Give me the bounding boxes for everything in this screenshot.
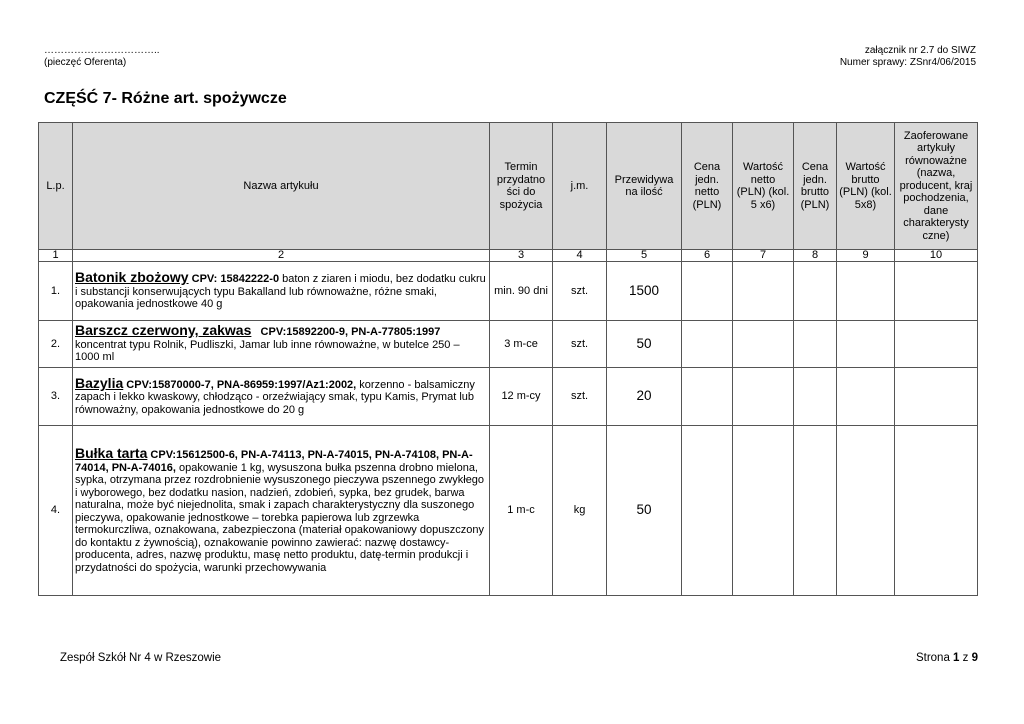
row-description	[73, 426, 490, 596]
header-offered: Zaoferowane artykuły równoważne (nazwa, producent, kraj pochodzenia, dane charakterysty czne)	[895, 123, 978, 250]
page-total: 9	[971, 652, 978, 664]
row-lp: 4.	[39, 426, 73, 596]
stamp-label: (pieczęć Oferenta)	[44, 57, 127, 68]
row-expiry: 1 m-c	[490, 426, 553, 596]
row-description	[73, 368, 490, 426]
header-name: Nazwa artykułu	[73, 123, 490, 250]
header-unit: j.m.	[553, 123, 607, 250]
row-qty: 50	[607, 321, 682, 368]
case-number: Numer sprawy: ZSnr4/06/2015	[839, 57, 976, 68]
product-details: koncentrat typu Rolnik, Pudliszki, Jamar lub inne równoważne, w butelce 250 – 1000 ml	[75, 338, 460, 364]
column-number: 6	[682, 250, 733, 262]
table-row	[39, 368, 978, 426]
header-gross-value: Wartość brutto (PLN) (kol. 5x8)	[837, 123, 895, 250]
row-gross-price-cell[interactable]	[794, 426, 837, 596]
page-separator: z	[959, 652, 972, 664]
product-cpv: CPV: 15842222-0	[188, 273, 280, 286]
page-current: 1	[953, 652, 960, 664]
row-description	[73, 262, 490, 321]
column-number: 4	[553, 250, 607, 262]
attachment-label: załącznik nr 2.7 do SIWZ	[864, 45, 976, 56]
stamp-dots: ……………………………..	[44, 45, 160, 56]
column-number: 3	[490, 250, 553, 262]
footer-page-number	[916, 652, 978, 664]
column-number: 1	[39, 250, 73, 262]
table-row	[39, 426, 978, 596]
footer-school: Zespół Szkół Nr 4 w Rzeszowie	[60, 652, 222, 664]
row-net-value-cell[interactable]	[733, 321, 794, 368]
row-lp: 2.	[39, 321, 73, 368]
header-qty: Przewidywa na ilość	[607, 123, 682, 250]
row-offered-cell[interactable]	[895, 426, 978, 596]
header-net-price: Cena jedn. netto (PLN)	[682, 123, 733, 250]
row-gross-value-cell[interactable]	[837, 262, 895, 321]
product-details: korzenno - balsamiczny zapach i lekko kwaskowy, chłodząco - orzeźwiający smak, typu Kamis, Prymat lub równoważny, opakowania jednostkowe do 20 g	[75, 378, 475, 416]
products-table	[38, 122, 978, 596]
product-name: Barszcz czerwony, zakwas	[75, 322, 252, 339]
row-qty: 20	[607, 368, 682, 426]
row-net-price-cell[interactable]	[682, 321, 733, 368]
document-reference	[840, 45, 976, 69]
row-expiry: 12 m-cy	[490, 368, 553, 426]
column-number-row	[39, 250, 978, 262]
row-net-price-cell[interactable]	[682, 368, 733, 426]
oferent-stamp-block	[44, 45, 160, 69]
row-lp: 1.	[39, 262, 73, 321]
page-title: CZĘŚĆ 7- Różne art. spożywcze	[44, 90, 287, 107]
row-net-price-cell[interactable]	[682, 262, 733, 321]
row-unit: szt.	[553, 321, 607, 368]
product-name: Bazylia	[75, 374, 124, 391]
row-expiry: min. 90 dni	[490, 262, 553, 321]
row-unit: szt.	[553, 262, 607, 321]
header-gross-price: Cena jedn. brutto (PLN)	[794, 123, 837, 250]
header-net-value: Wartość netto (PLN) (kol. 5 x6)	[733, 123, 794, 250]
row-gross-value-cell[interactable]	[837, 321, 895, 368]
row-qty: 50	[607, 426, 682, 596]
row-qty: 1500	[607, 262, 682, 321]
row-gross-value-cell[interactable]	[837, 426, 895, 596]
row-gross-price-cell[interactable]	[794, 368, 837, 426]
row-gross-price-cell[interactable]	[794, 321, 837, 368]
column-number: 9	[837, 250, 895, 262]
column-number: 2	[73, 250, 490, 262]
row-net-price-cell[interactable]	[682, 426, 733, 596]
product-cpv: CPV:15892200-9, PN-A-77805:1997	[251, 326, 441, 339]
row-offered-cell[interactable]	[895, 368, 978, 426]
page-prefix: Strona	[915, 652, 954, 664]
product-name: Bułka tarta	[75, 445, 148, 461]
row-unit: kg	[553, 426, 607, 596]
row-gross-value-cell[interactable]	[837, 368, 895, 426]
row-net-value-cell[interactable]	[733, 426, 794, 596]
product-name: Batonik zbożowy	[75, 269, 189, 286]
row-lp: 3.	[39, 368, 73, 426]
row-gross-price-cell[interactable]	[794, 262, 837, 321]
product-details: opakowanie 1 kg, wysuszona bułka pszenna drobno mielona, sypka, otrzymana przez rozdrobnienie wysuszonego pieczywa pszennego zwykłego i wyborowego, bez dodatku nasion, nadzień, zdobień, sypka, bez grudek, barwa naturalna, może być niejednolita, smak i zapach charakterystyczny dla suszonego pieczywa, opakowanie jednostkowe – torebka papierowa lub zgrzewka termokurczliwa, oznakowana, zabezpieczona (materiał opakowaniowy dopuszczony do kontaktu z żywnością), oznakowanie powinno zawierać: nazwę dostawcy-producenta, adres, nazwę produktu, masę netto produktu, datę-termin produkcji i przydatności do spożycia, warunki przechowywania	[75, 461, 485, 574]
row-unit: szt.	[553, 368, 607, 426]
product-details: baton z ziaren i miodu, bez dodatku cukru i substancji konserwujących typu Bakalland lub równoważne, różne smaki, opakowania jednostkowe 40 g	[75, 273, 486, 311]
table-row	[39, 262, 978, 321]
product-cpv: CPV:15612500-6, PN-A-74113, PN-A-74015, PN-A-74108, PN-A-74014, PN-A-74016,	[75, 449, 473, 474]
row-description	[73, 321, 490, 368]
product-cpv: CPV:15870000-7, PNA-86959:1997/Az1:2002,	[123, 378, 357, 391]
column-number: 7	[733, 250, 794, 262]
header-lp: L.p.	[39, 123, 73, 250]
header-expiry: Termin przydatno ści do spożycia	[490, 123, 553, 250]
row-offered-cell[interactable]	[895, 262, 978, 321]
row-net-value-cell[interactable]	[733, 262, 794, 321]
row-net-value-cell[interactable]	[733, 368, 794, 426]
column-number: 10	[895, 250, 978, 262]
row-expiry: 3 m-ce	[490, 321, 553, 368]
row-offered-cell[interactable]	[895, 321, 978, 368]
column-number: 5	[607, 250, 682, 262]
column-number: 8	[794, 250, 837, 262]
table-header-row	[39, 123, 978, 250]
table-row	[39, 321, 978, 368]
